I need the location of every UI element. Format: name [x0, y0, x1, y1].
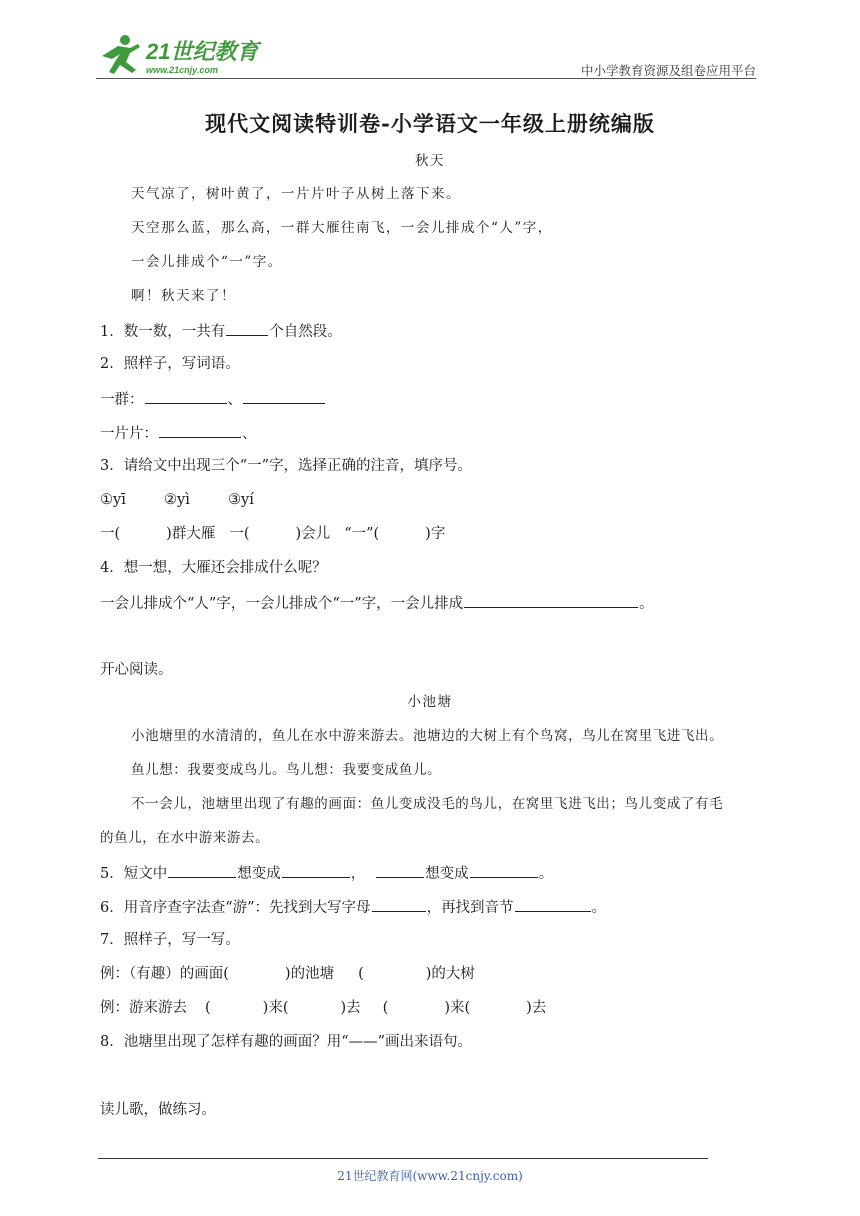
passage-line: 天空那么蓝，那么高，一群大雁往南飞，一会儿排成个“人”字， — [131, 220, 553, 236]
question-2-line-1: 一群： 、 — [100, 389, 326, 409]
passage-title-autumn: 秋天 — [415, 153, 445, 169]
answer-blank[interactable] — [159, 423, 241, 438]
question-4: 4．想一想，大雁还会排成什么呢？ — [100, 560, 327, 576]
site-logo — [92, 32, 262, 80]
question-2-line-2: 一片片： 、 — [100, 423, 257, 443]
logo-text: 21世纪教育 — [146, 39, 259, 64]
passage-line: 小池塘里的水清清的，鱼儿在水中游来游去。池塘边的大树上有个鸟窝，鸟儿在窝里飞进飞出。 — [131, 728, 724, 744]
header-divider — [96, 78, 756, 79]
question-7-example-2: 例：游来游去 ( )来( )去 ( )来( )去 — [100, 1000, 547, 1016]
question-7: 7．照样子，写一写。 — [100, 932, 240, 948]
footer-divider — [98, 1158, 708, 1159]
question-2: 2．照样子，写词语。 — [100, 356, 240, 372]
answer-blank[interactable] — [372, 897, 426, 912]
section-intro: 读儿歌，做练习。 — [100, 1102, 216, 1118]
question-8: 8．池塘里出现了怎样有趣的画面？用“——”画出来语句。 — [100, 1034, 473, 1050]
question-3: 3．请给文中出现三个“一”字，选择正确的注音，填序号。 — [100, 458, 473, 474]
pinyin-option: ③yí — [228, 492, 254, 508]
logo-url: www.21cnjy.com — [146, 65, 218, 75]
passage-title-pond: 小池塘 — [407, 694, 453, 710]
answer-blank[interactable] — [464, 593, 638, 608]
pinyin-option: ①yī — [100, 492, 126, 508]
footer-link[interactable]: 21世纪教育网(www.21cnjy.com) — [337, 1169, 523, 1183]
answer-blank[interactable] — [470, 863, 538, 878]
answer-blank[interactable] — [376, 863, 424, 878]
answer-blank[interactable] — [282, 863, 350, 878]
answer-blank[interactable] — [168, 863, 236, 878]
question-6: 6．用音序查字法查“游”：先找到大写字母 ，再找到音节 。 — [100, 897, 606, 917]
document-title: 现代文阅读特训卷-小学语文一年级上册统编版 — [205, 111, 655, 136]
question-7-example-1: 例：（有趣）的画面( )的池塘 ( )的大树 — [100, 966, 475, 982]
passage-line: 天气凉了，树叶黄了，一片片叶子从树上落下来。 — [131, 186, 461, 202]
header-platform-text: 中小学教育资源及组卷应用平台 — [580, 63, 756, 78]
passage-line: 一会儿排成个“一”字。 — [131, 254, 283, 270]
question-5: 5．短文中 想变成 ， 想变成 。 — [100, 863, 553, 883]
answer-blank[interactable] — [515, 897, 591, 912]
runner-icon — [102, 35, 140, 74]
answer-blank[interactable] — [226, 321, 268, 336]
question-3-fill: 一( )群大雁 一( )会儿 “一”( )字 — [100, 526, 446, 542]
passage-line: 不一会儿，池塘里出现了有趣的画面：鱼儿变成没毛的鸟儿，在窝里飞进飞出；鸟儿变成了有毛 — [131, 796, 724, 812]
question-4-fill: 一会儿排成个“人”字，一会儿排成个“一”字，一会儿排成 。 — [100, 593, 654, 613]
question-1: 1．数一数，一共有 个自然段。 — [100, 321, 342, 341]
passage-line: 的鱼儿，在水中游来游去。 — [100, 830, 270, 846]
pinyin-option: ②yì — [164, 492, 190, 508]
passage-line: 啊！秋天来了！ — [131, 288, 236, 304]
section-intro: 开心阅读。 — [100, 662, 173, 678]
answer-blank[interactable] — [145, 389, 227, 404]
passage-line: 鱼儿想：我要变成鸟儿。鸟儿想：我要变成鱼儿。 — [131, 762, 442, 778]
answer-blank[interactable] — [243, 389, 325, 404]
